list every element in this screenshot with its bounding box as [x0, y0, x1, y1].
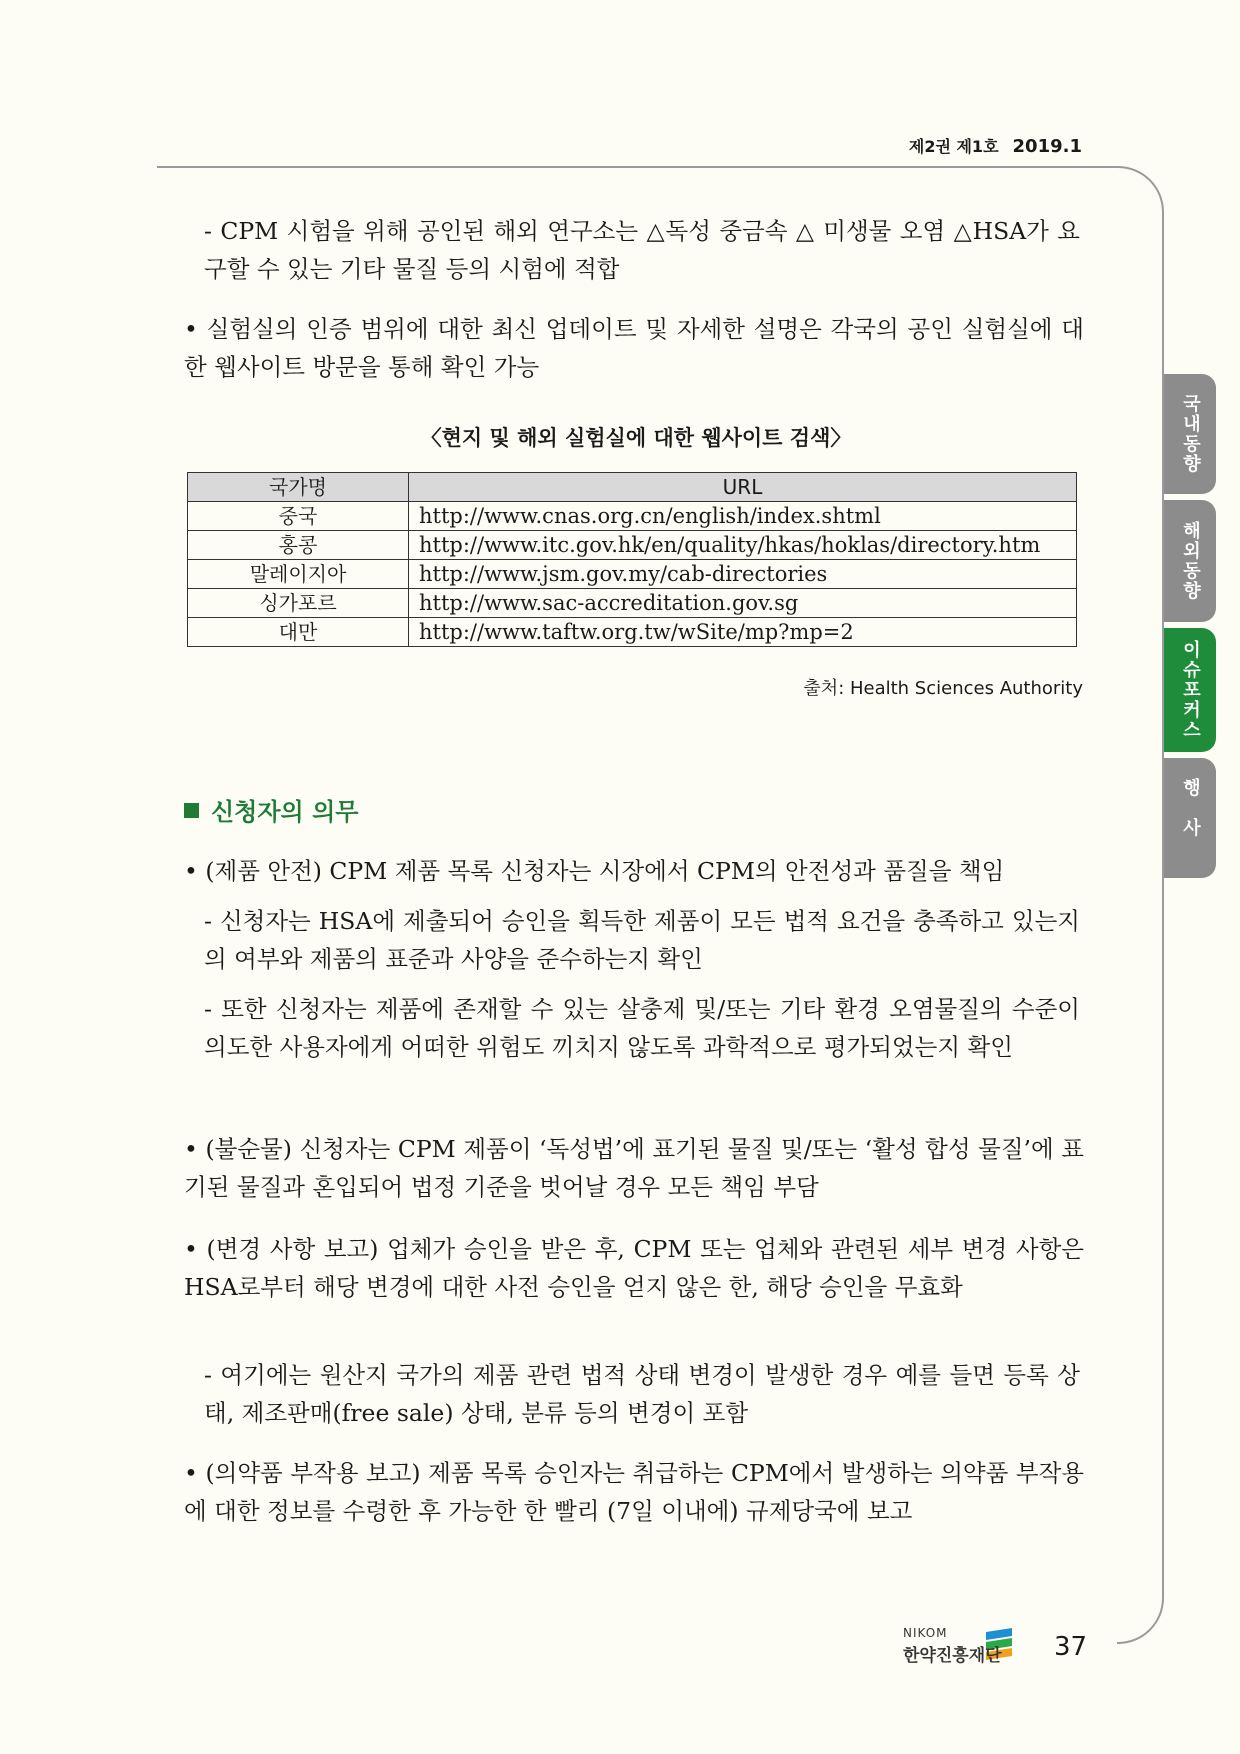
table-source: 출처: Health Sciences Authority	[803, 678, 1083, 699]
bullet-adverse-reaction: • (의약품 부작용 보고) 제품 목록 승인자는 취급하는 CPM에서 발생하는 의약품 부작용에 대한 정보를 수령한 후 가능한 한 빨리 (7일 이내에) 규제당국에 보고	[184, 1459, 1084, 1525]
url-cell: http://www.itc.gov.hk/en/quality/hkas/hoklas/directory.htm	[409, 531, 1077, 560]
lab-website-table	[187, 472, 1077, 647]
url-cell: http://www.jsm.gov.my/cab-directories	[409, 560, 1077, 589]
page-number: 37	[1054, 1632, 1088, 1662]
tab-domestic[interactable]: 국내동향	[1164, 374, 1216, 494]
tab-issue-focus[interactable]: 이슈포커스	[1164, 628, 1216, 752]
header-country: 국가명	[188, 473, 409, 502]
logo-english: NIKOM	[903, 1626, 948, 1640]
url-cell: http://www.sac-accreditation.gov.sg	[409, 589, 1077, 618]
issue-year: 2019.1	[1012, 136, 1082, 157]
table-row	[188, 618, 1077, 647]
country-cell: 말레이지아	[188, 560, 409, 589]
table-header-row	[188, 473, 1077, 502]
section-tabs	[1164, 374, 1218, 884]
dash-legal-requirements: - 신청자는 HSA에 제출되어 승인을 획득한 제품이 모든 법적 요건을 충족하고 있는지의 여부와 제품의 표준과 사양을 준수하는지 확인	[204, 907, 1080, 973]
dash-legal-status-change: - 여기에는 원산지 국가의 제품 관련 법적 상태 변경이 발생한 경우 예를 들면 등록 상태, 제조판매(free sale) 상태, 분류 등의 변경이 포함	[204, 1361, 1080, 1427]
tab-overseas[interactable]: 해외동향	[1164, 500, 1216, 622]
tab-events[interactable]: 행사	[1164, 758, 1216, 878]
bullet-product-safety: • (제품 안전) CPM 제품 목록 신청자는 시장에서 CPM의 안전성과 품질을 책임	[184, 857, 1005, 885]
url-cell: http://www.cnas.org.cn/english/index.shtml	[409, 502, 1077, 531]
square-bullet-icon	[184, 803, 199, 818]
table-row	[188, 502, 1077, 531]
logo-korean: 한약진흥재단	[903, 1646, 1002, 1666]
country-cell: 홍콩	[188, 531, 409, 560]
bullet-lab-websites: • 실험실의 인증 범위에 대한 최신 업데이트 및 자세한 설명은 각국의 공인 실험실에 대한 웹사이트 방문을 통해 확인 가능	[184, 315, 1084, 381]
section-heading	[184, 792, 358, 827]
bullet-change-report: • (변경 사항 보고) 업체가 승인을 받은 후, CPM 또는 업체와 관련된 세부 변경 사항은 HSA로부터 해당 변경에 대한 사전 승인을 얻지 않은 한, 해당 승인을 무효화	[184, 1235, 1084, 1301]
dash-contaminant-evaluation: - 또한 신청자는 제품에 존재할 수 있는 살충제 및/또는 기타 환경 오염물질의 수준이 의도한 사용자에게 어떠한 위험도 끼치지 않도록 과학적으로 평가되었는지 확인	[204, 995, 1080, 1061]
country-cell: 싱가포르	[188, 589, 409, 618]
table-row	[188, 589, 1077, 618]
section-title: 신청자의 의무	[211, 798, 359, 826]
country-cell: 중국	[188, 502, 409, 531]
table-title: 〈현지 및 해외 실험실에 대한 웹사이트 검색〉	[420, 426, 852, 450]
dash-test-labs: - CPM 시험을 위해 공인된 해외 연구소는 △독성 중금속 △ 미생물 오염 △HSA가 요구할 수 있는 기타 물질 등의 시험에 적합	[204, 217, 1080, 283]
issue-number: 제2권 제1호	[908, 137, 999, 156]
table-row	[188, 531, 1077, 560]
url-cell: http://www.taftw.org.tw/wSite/mp?mp=2	[409, 618, 1077, 647]
issue-info	[909, 134, 1082, 157]
country-cell: 대만	[188, 618, 409, 647]
header-url: URL	[409, 473, 1077, 502]
table-row	[188, 560, 1077, 589]
bullet-impurities: • (불순물) 신청자는 CPM 제품이 ‘독성법’에 표기된 물질 및/또는 ‘활성 합성 물질’에 표기된 물질과 혼입되어 법정 기준을 벗어날 경우 모든 책임 부담	[184, 1135, 1084, 1201]
